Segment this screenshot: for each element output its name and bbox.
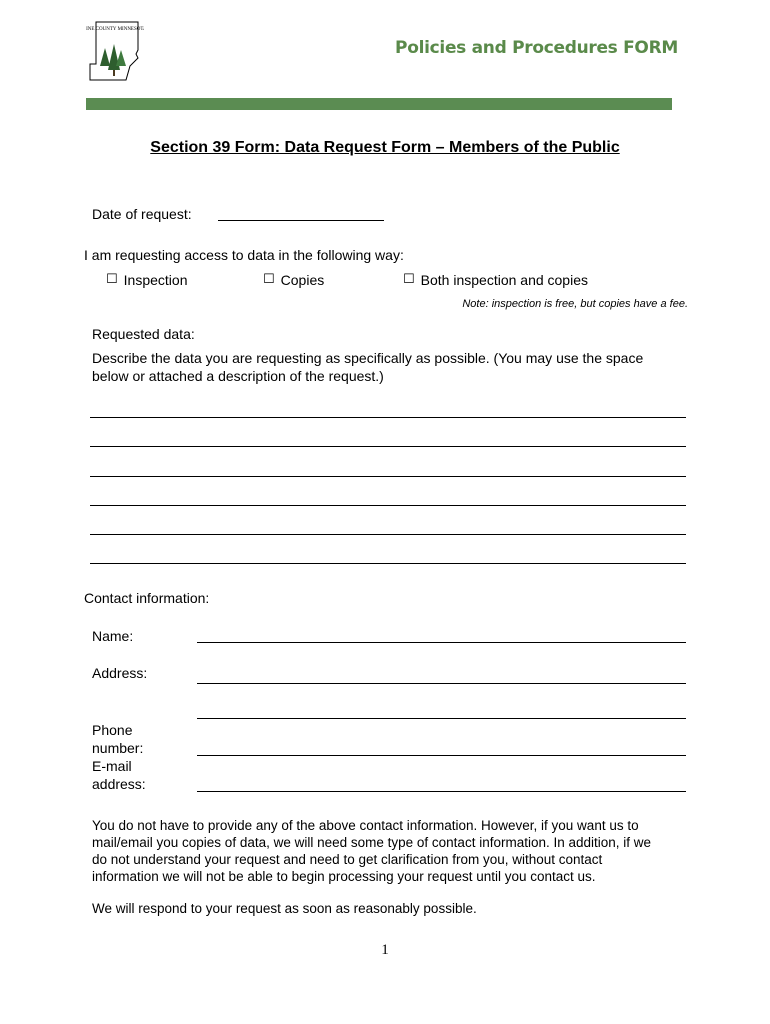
phone-label-line1: Phone xyxy=(92,722,133,738)
notice-line: You do not have to provide any of the above contact information. However, if you want us to xyxy=(92,818,639,833)
page-number: 1 xyxy=(381,942,389,958)
contact-label: Contact information: xyxy=(84,590,210,606)
logo-text: PINE COUNTY MINNESOTA xyxy=(86,27,144,32)
date-field[interactable] xyxy=(218,220,384,221)
address-field-line1[interactable] xyxy=(197,683,686,684)
access-intro: I am requesting access to data in the following way: xyxy=(84,247,404,263)
option-inspection[interactable] xyxy=(106,271,187,289)
requested-data-line[interactable] xyxy=(90,505,686,506)
requested-label: Requested data: xyxy=(92,326,195,342)
fee-note: Note: inspection is free, but copies have a fee. xyxy=(462,298,688,310)
checkbox-icon[interactable]: ☐ xyxy=(106,272,118,287)
requested-data-line[interactable] xyxy=(90,476,686,477)
header-title: Policies and Procedures FORM xyxy=(395,38,678,58)
address-label: Address: xyxy=(92,665,148,681)
requested-data-line[interactable] xyxy=(90,417,686,418)
address-field-line2[interactable] xyxy=(197,718,686,719)
phone-field[interactable] xyxy=(197,755,686,756)
requested-data-line[interactable] xyxy=(90,534,686,535)
phone-label-line2: number: xyxy=(92,740,144,756)
header-divider xyxy=(86,98,672,110)
notice-line: information we will not be able to begin processing your request until you contact us. xyxy=(92,869,596,884)
email-field[interactable] xyxy=(197,791,686,792)
option-label: Both inspection and copies xyxy=(420,272,588,288)
form-title: Section 39 Form: Data Request Form – Members of the Public xyxy=(150,139,620,156)
requested-desc-line1: Describe the data you are requesting as specifically as possible. (You may use the space xyxy=(92,350,644,366)
name-field[interactable] xyxy=(197,642,686,643)
name-label: Name: xyxy=(92,628,134,644)
option-label: Copies xyxy=(280,272,325,288)
notice-line: do not understand your request and need to get clarification from you, without contact xyxy=(92,852,603,867)
requested-data-line[interactable] xyxy=(90,446,686,447)
option-label: Inspection xyxy=(123,272,188,288)
notice-line: mail/email you copies of data, we will need some type of contact information. In addition, if we xyxy=(92,835,652,850)
option-both[interactable] xyxy=(403,271,588,289)
checkbox-icon[interactable]: ☐ xyxy=(403,272,415,287)
date-label: Date of request: xyxy=(92,206,192,222)
option-copies[interactable] xyxy=(263,271,324,289)
requested-desc-line2: below or attached a description of the request.) xyxy=(92,368,384,384)
email-label-line2: address: xyxy=(92,776,146,792)
email-label-line1: E-mail xyxy=(92,758,132,774)
respond-text: We will respond to your request as soon as reasonably possible. xyxy=(92,901,477,916)
county-logo xyxy=(86,20,144,82)
checkbox-icon[interactable]: ☐ xyxy=(263,272,275,287)
requested-data-line[interactable] xyxy=(90,563,686,564)
contact-notice xyxy=(92,817,692,885)
